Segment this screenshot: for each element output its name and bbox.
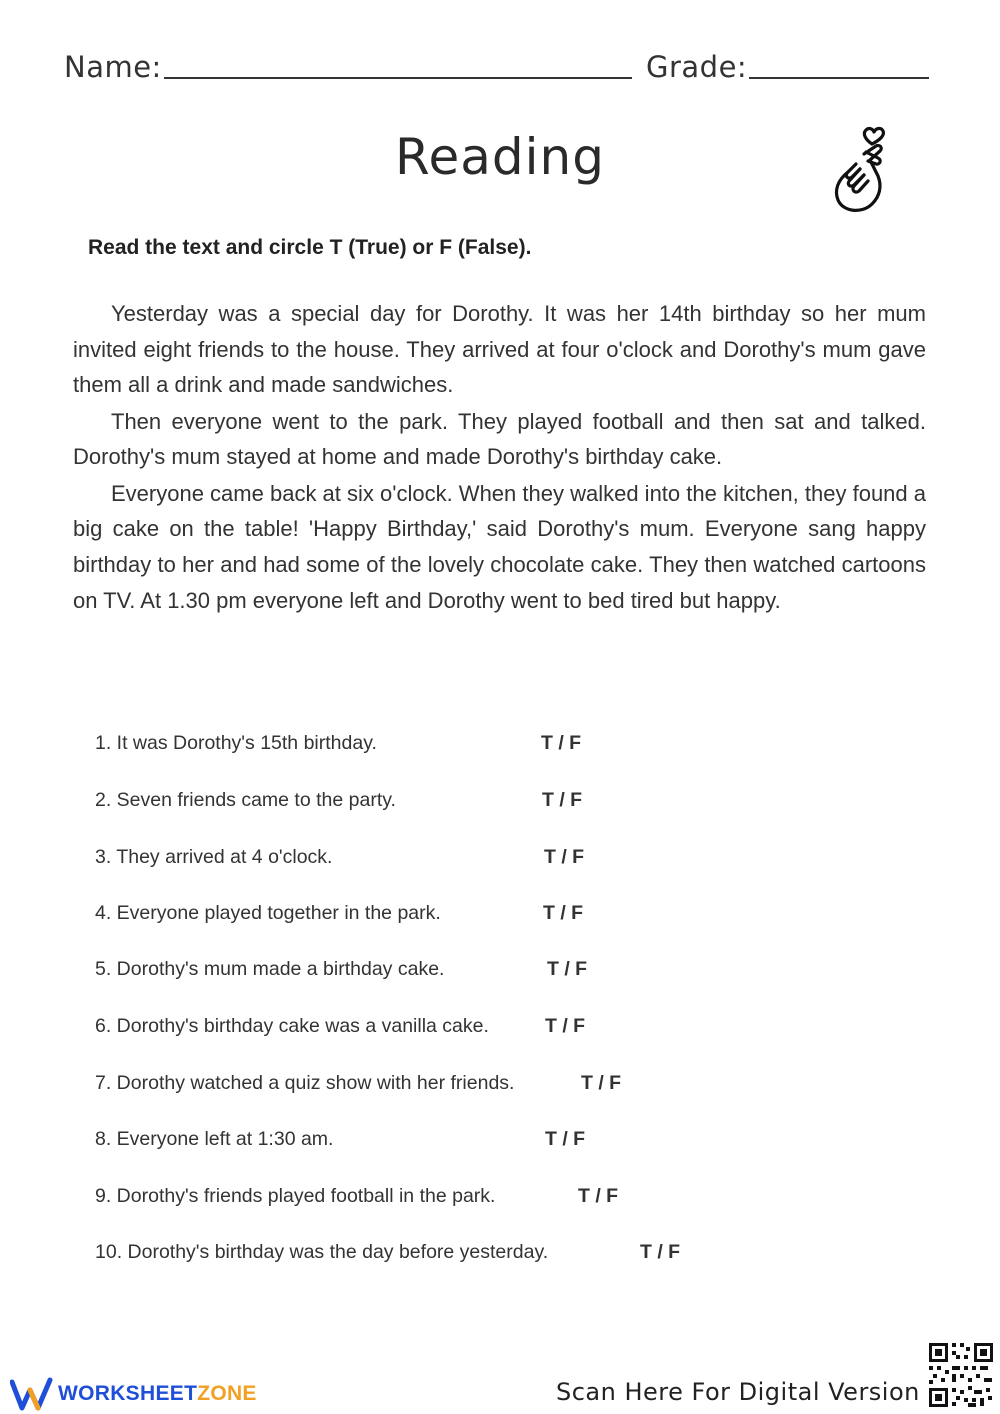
- finger-heart-hand-icon: [826, 124, 890, 216]
- question-3: 3. They arrived at 4 o'clock.: [95, 846, 333, 868]
- question-1-tf[interactable]: T / F: [541, 732, 582, 754]
- question-6-tf[interactable]: T / F: [545, 1015, 586, 1037]
- question-7-tf[interactable]: T / F: [581, 1072, 622, 1094]
- question-9: 9. Dorothy's friends played football in the park.: [95, 1185, 496, 1207]
- question-8: 8. Everyone left at 1:30 am.: [95, 1128, 334, 1150]
- logo-word-worksheet: WORKSHEET: [58, 1382, 198, 1405]
- instructions: Read the text and circle T (True) or F (False).: [88, 236, 532, 259]
- question-5: 5. Dorothy's mum made a birthday cake.: [95, 958, 445, 980]
- question-2: 2. Seven friends came to the party.: [95, 789, 396, 811]
- question-7: 7. Dorothy watched a quiz show with her friends.: [95, 1072, 515, 1094]
- question-8-tf[interactable]: T / F: [545, 1128, 586, 1150]
- passage-paragraph-3: Everyone came back at six o'clock. When they walked into the kitchen, they found a big cake on the table! 'Happy Birthday,' said Dorothy's mum. Everyone sang happy birthday to her and had some of the lovely chocolate cake. They then watched cartoons on TV. At 1.30 pm everyone left and Dorothy went to bed tired but happy.: [73, 480, 926, 613]
- grade-field[interactable]: [646, 50, 929, 84]
- grade-label: Grade:: [646, 50, 748, 84]
- grade-blank-line[interactable]: [749, 75, 929, 79]
- page-title: Reading: [395, 128, 605, 186]
- question-2-tf[interactable]: T / F: [542, 789, 583, 811]
- worksheetzone-logo-icon: [10, 1376, 54, 1412]
- logo-wordmark: [58, 1382, 257, 1406]
- question-6: 6. Dorothy's birthday cake was a vanilla cake.: [95, 1015, 489, 1037]
- question-10-tf[interactable]: T / F: [640, 1241, 681, 1263]
- name-field[interactable]: [64, 50, 632, 84]
- question-10: 10. Dorothy's birthday was the day before yesterday.: [95, 1241, 549, 1263]
- qr-code-icon[interactable]: [926, 1340, 996, 1410]
- reading-passage: [73, 296, 926, 618]
- question-4: 4. Everyone played together in the park.: [95, 902, 441, 924]
- passage-paragraph-2: Then everyone went to the park. They played football and then sat and talked. Dorothy's mum stayed at home and made Dorothy's birthday cake.: [73, 408, 926, 470]
- scan-text: Scan Here For Digital Version: [556, 1378, 920, 1406]
- passage-paragraph-1: Yesterday was a special day for Dorothy. It was her 14th birthday so her mum invited eight friends to the house. They arrived at four o'clock and Dorothy's mum gave them all a drink and made sandwiches.: [73, 301, 926, 398]
- question-9-tf[interactable]: T / F: [578, 1185, 619, 1207]
- question-3-tf[interactable]: T / F: [544, 846, 585, 868]
- question-5-tf[interactable]: T / F: [547, 958, 588, 980]
- logo-word-zone: ZONE: [197, 1382, 257, 1405]
- name-label: Name:: [64, 50, 162, 84]
- question-4-tf[interactable]: T / F: [543, 902, 584, 924]
- worksheetzone-logo[interactable]: [10, 1374, 257, 1414]
- name-blank-line[interactable]: [164, 75, 632, 79]
- question-1: 1. It was Dorothy's 15th birthday.: [95, 732, 377, 754]
